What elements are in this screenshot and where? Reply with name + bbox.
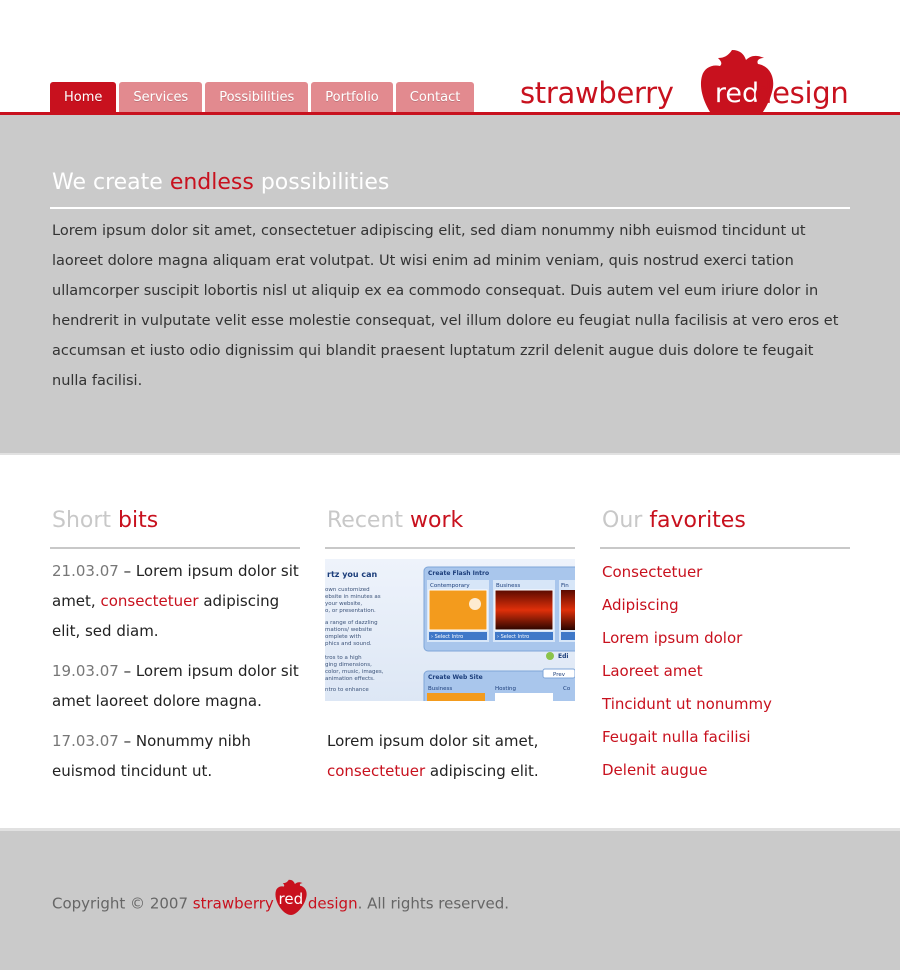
intro-divider <box>50 207 850 209</box>
news-date: 17.03.07 <box>52 732 119 750</box>
thumb-select-button: › Select Intro <box>431 634 464 640</box>
recent-work-thumbnail[interactable] <box>325 559 575 701</box>
recent-work-column <box>327 508 577 786</box>
thumb-preview-label: Prev <box>553 672 565 678</box>
recent-work-text: Lorem ipsum dolor sit amet, <box>327 732 539 750</box>
thumb-line: omplete with <box>325 634 362 640</box>
thumb-line: own customized <box>325 587 370 593</box>
favorites-column <box>602 508 852 787</box>
news-text: adipiscing elit, sed diam. <box>52 592 280 640</box>
copyright-post: . All rights reserved. <box>357 894 509 913</box>
footer-brand-strawberry: strawberry <box>192 894 274 913</box>
short-bits-divider <box>50 547 300 549</box>
thumb-line: animation effects. <box>325 676 375 682</box>
favorite-link[interactable]: Adipiscing <box>602 596 679 614</box>
intro-title-highlight: endless <box>169 170 254 195</box>
thumb-col-label: Contemporary <box>430 583 470 589</box>
news-dash: – <box>118 562 136 580</box>
section-divider <box>0 453 900 455</box>
short-bits-column <box>52 508 302 796</box>
thumb-line: o, or presentation. <box>325 608 376 614</box>
short-bits-title-highlight: bits <box>118 508 159 533</box>
recent-work-link[interactable]: consectetuer <box>327 762 426 780</box>
header <box>0 0 900 115</box>
thumb-panel-title: Create Flash Intro <box>428 570 490 577</box>
news-text: Nonummy nibh euismod tincidunt ut. <box>52 732 251 780</box>
favorites-list <box>602 556 852 787</box>
nav-tab-possibilities[interactable]: Possibilities <box>205 82 308 113</box>
intro-text: Lorem ipsum dolor sit amet, consectetuer adipiscing elit, sed diam nonummy nibh euismod tincidunt ut laoreet dolore magna aliquam erat volutpat. Ut wisi enim ad minim veniam, quis nostrud exerci tation ullamcorper suscipit lobortis nisl ut aliquip ex ea commodo consequat. Duis autem vel eum iriure dolor in hendrerit in vulputate velit esse molestie consequat, vel illum dolore eu feugiat nulla facilisis at vero eros et accumsan et iusto odio dignissim qui blandit praesent luptatum zzril delenit augue duis dolore te feugait nulla facilisi. <box>52 223 839 389</box>
nav-tab-services[interactable]: Services <box>119 82 202 113</box>
footer <box>0 831 900 970</box>
thumb-line: a range of dazzling <box>325 620 378 626</box>
footer-brand-red: red <box>278 890 304 908</box>
short-bits-title <box>52 508 302 544</box>
intro-title-post: possibilities <box>253 170 390 195</box>
nav-tab-portfolio[interactable]: Portfolio <box>311 82 392 113</box>
news-item <box>52 656 302 716</box>
thumb-edit-label: Edi <box>558 653 569 660</box>
news-date: 21.03.07 <box>52 562 119 580</box>
thumb-panel-title: Create Web Site <box>428 674 483 681</box>
recent-work-caption <box>327 726 577 786</box>
favorites-title-pre: Our <box>602 508 650 533</box>
copyright-text <box>52 890 509 918</box>
nav-tab-contact[interactable]: Contact <box>396 82 475 113</box>
thumb-col-label: Hosting <box>495 686 517 692</box>
favorites-title-highlight: favorites <box>649 508 746 533</box>
favorite-link[interactable]: Feugait nulla facilisi <box>602 728 751 746</box>
intro-section <box>0 115 900 453</box>
favorites-title <box>602 508 852 544</box>
news-dash: – <box>118 662 136 680</box>
thumb-line: your website, <box>325 601 363 607</box>
favorites-divider <box>600 547 850 549</box>
short-bits-title-pre: Short <box>52 508 119 533</box>
favorite-link[interactable]: Consectetuer <box>602 563 703 581</box>
thumb-line: phics and sound. <box>325 641 372 647</box>
thumb-line: ging dimensions, <box>325 662 372 668</box>
thumb-col-label: Business <box>496 583 521 589</box>
favorite-link[interactable]: Tincidunt ut nonummy <box>602 695 772 713</box>
thumb-col-label: Business <box>428 686 453 692</box>
thumb-select-button: › Select Intro <box>497 634 530 640</box>
logo-word-design: design <box>754 76 849 110</box>
news-list <box>52 556 302 786</box>
nav-tab-home[interactable]: Home <box>50 82 116 113</box>
copyright-pre: Copyright © 2007 <box>52 894 193 913</box>
intro-title <box>52 170 389 195</box>
favorite-link[interactable]: Lorem ipsum dolor <box>602 629 743 647</box>
news-dash: – <box>118 732 136 750</box>
recent-work-text: adipiscing elit. <box>425 762 539 780</box>
thumb-line: color, music, images, <box>325 669 384 675</box>
favorite-link[interactable]: Delenit augue <box>602 761 708 779</box>
thumb-line: ebsite in minutes as <box>325 594 381 600</box>
news-text: Lorem ipsum dolor sit amet, <box>52 562 299 610</box>
thumb-col-label: Fin <box>561 583 569 589</box>
thumb-line: mations/ website <box>325 627 373 633</box>
recent-work-title-pre: Recent <box>327 508 411 533</box>
intro-title-pre: We create <box>52 170 170 195</box>
recent-work-title <box>327 508 577 544</box>
logo-word-red: red <box>714 78 760 109</box>
thumb-headline: rtz you can <box>327 570 378 579</box>
news-item <box>52 726 302 786</box>
news-text: Lorem ipsum dolor sit amet laoreet dolore magna. <box>52 662 299 710</box>
recent-work-title-highlight: work <box>410 508 464 533</box>
favorite-link[interactable]: Laoreet amet <box>602 662 703 680</box>
footer-brand-design: design <box>307 894 358 913</box>
thumb-col-label: Co <box>563 686 571 692</box>
strawberry-icon <box>274 878 308 916</box>
logo-word-strawberry: strawberry <box>520 76 674 110</box>
thumb-line: tros to a high <box>325 655 362 661</box>
news-item <box>52 556 302 646</box>
main-nav <box>50 82 477 113</box>
news-date: 19.03.07 <box>52 662 119 680</box>
thumb-line: ntro to enhance <box>325 687 369 693</box>
news-link[interactable]: consectetuer <box>100 592 199 610</box>
recent-work-divider <box>325 547 575 549</box>
